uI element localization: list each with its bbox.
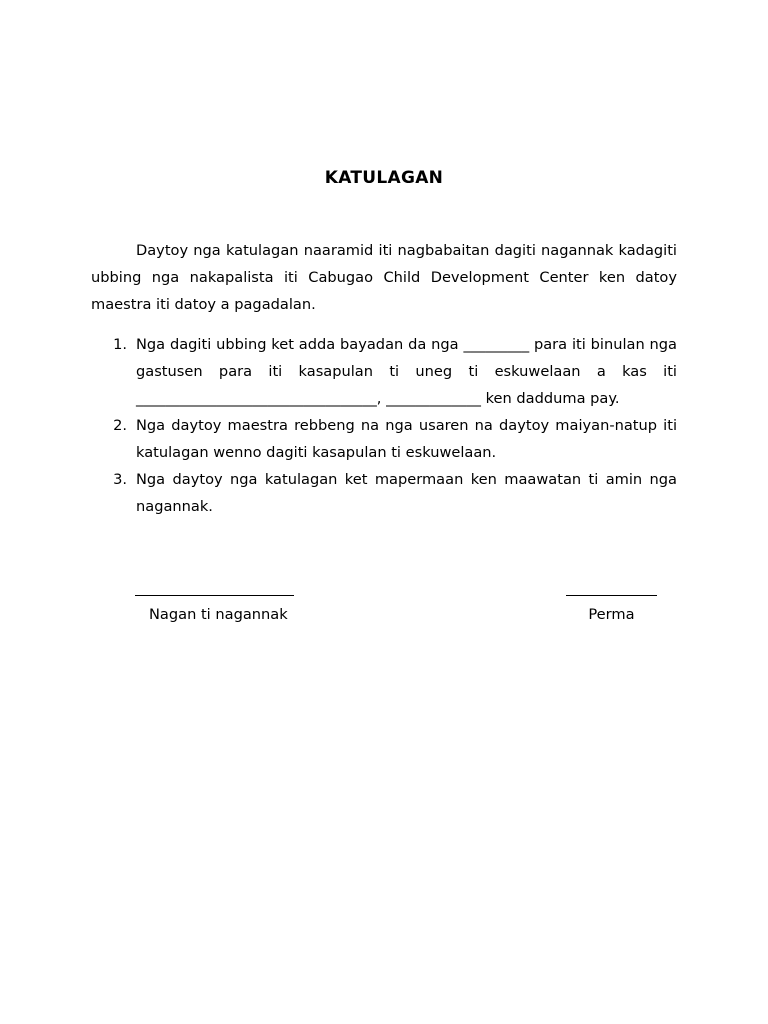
intro-paragraph: Daytoy nga katulagan naaramid iti nagbabaitan dagiti nagannak kadagiti ubbing nga nakapalista iti Cabugao Child Development Center ken datoy maestra iti datoy a pagadalan. bbox=[91, 242, 677, 313]
document-title: KATULAGAN bbox=[324, 168, 444, 188]
term-text: Nga dagiti ubbing ket adda bayadan da nga _________ para iti binulan nga gastusen para iti kasapulan ti uneg ti eskuwelaan a kas iti _________________________________, _____________ ken dadduma pay. bbox=[136, 336, 677, 407]
terms-list bbox=[91, 331, 677, 520]
parent-name-line bbox=[135, 595, 294, 596]
parent-name-signature-block bbox=[135, 595, 294, 623]
signature-line bbox=[566, 595, 657, 596]
term-text: Nga daytoy maestra rebbeng na nga usaren na daytoy maiyan-natup iti katulagan wenno dagiti kasapulan ti eskuwelaan. bbox=[136, 417, 677, 461]
term-number: 2. bbox=[113, 417, 127, 434]
term-number: 1. bbox=[113, 336, 127, 353]
parent-name-label: Nagan ti nagannak bbox=[149, 606, 288, 623]
term-item bbox=[91, 331, 677, 412]
signature-label: Perma bbox=[588, 606, 635, 623]
term-text: Nga daytoy nga katulagan ket mapermaan ken maawatan ti amin nga nagannak. bbox=[136, 471, 677, 515]
term-item bbox=[91, 466, 677, 520]
term-item bbox=[91, 412, 677, 466]
signature-block bbox=[566, 595, 657, 623]
term-number: 3. bbox=[113, 471, 127, 488]
